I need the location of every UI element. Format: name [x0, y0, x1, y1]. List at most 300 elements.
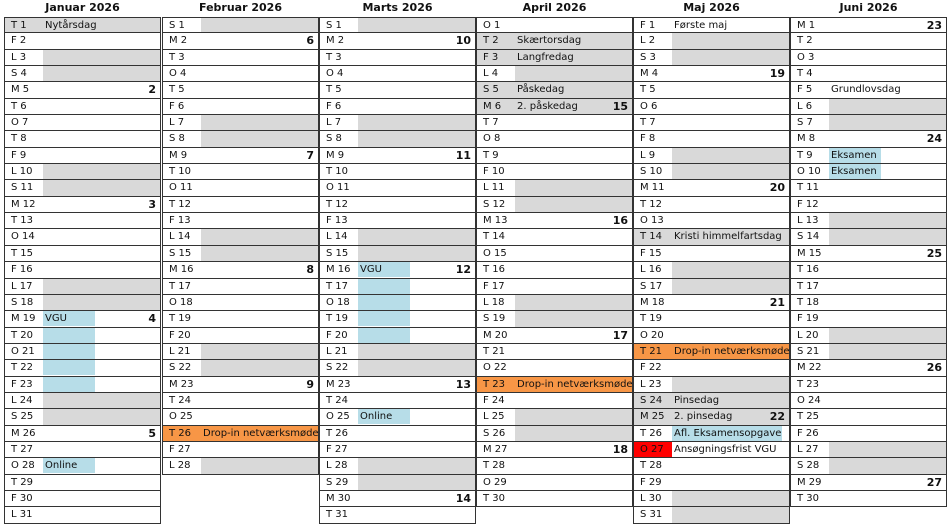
day-row[interactable]: [790, 344, 947, 360]
day-row[interactable]: [633, 82, 790, 98]
day-label: T 12: [640, 198, 663, 210]
day-row[interactable]: [162, 409, 319, 425]
day-row[interactable]: [476, 246, 633, 262]
day-label: T 3: [169, 51, 185, 63]
day-row[interactable]: [476, 17, 633, 33]
day-row[interactable]: [633, 164, 790, 180]
day-label: S 26: [483, 427, 506, 439]
day-label: S 8: [326, 133, 342, 145]
day-row[interactable]: [319, 197, 476, 213]
day-label: M 26: [11, 427, 36, 439]
day-row[interactable]: [4, 491, 161, 507]
day-row[interactable]: [633, 475, 790, 491]
day-row[interactable]: [476, 115, 633, 131]
day-label: M 2: [169, 35, 188, 47]
day-label: O 4: [169, 68, 187, 80]
day-row[interactable]: [4, 311, 161, 327]
day-row[interactable]: [633, 344, 790, 360]
day-label: O 11: [169, 182, 193, 194]
day-row[interactable]: [319, 82, 476, 98]
day-label: F 19: [797, 313, 819, 325]
day-row[interactable]: [476, 213, 633, 229]
day-row[interactable]: [790, 164, 947, 180]
day-row[interactable]: [790, 17, 947, 33]
day-row[interactable]: [633, 360, 790, 376]
day-row[interactable]: [162, 180, 319, 196]
weekend-shade: [43, 279, 160, 294]
day-row[interactable]: [633, 328, 790, 344]
day-label: T 19: [169, 313, 192, 325]
day-row[interactable]: [4, 360, 161, 376]
day-label: F 6: [326, 100, 342, 112]
day-row[interactable]: [790, 50, 947, 66]
day-row[interactable]: [162, 33, 319, 49]
day-row[interactable]: [162, 458, 319, 474]
day-row[interactable]: [633, 50, 790, 66]
day-row[interactable]: [790, 328, 947, 344]
day-row[interactable]: [790, 180, 947, 196]
day-label: F 24: [483, 394, 505, 406]
day-row[interactable]: [319, 180, 476, 196]
weekend-shade: [515, 180, 632, 195]
day-row[interactable]: [162, 229, 319, 245]
day-row[interactable]: [633, 507, 790, 523]
day-row[interactable]: [319, 246, 476, 262]
day-row[interactable]: [476, 66, 633, 82]
day-row[interactable]: [162, 82, 319, 98]
day-row[interactable]: [476, 311, 633, 327]
day-label: L 24: [11, 394, 33, 406]
day-row[interactable]: [319, 360, 476, 376]
day-row[interactable]: [633, 262, 790, 278]
day-row[interactable]: [476, 164, 633, 180]
day-label: S 10: [640, 166, 663, 178]
day-row[interactable]: [4, 507, 161, 523]
day-label: F 27: [169, 443, 191, 455]
day-row[interactable]: [4, 148, 161, 164]
day-row[interactable]: [319, 33, 476, 49]
day-label: L 28: [169, 460, 191, 472]
day-row[interactable]: [633, 197, 790, 213]
day-row[interactable]: [790, 279, 947, 295]
event-label: Afl. Eksamensopgave: [674, 427, 782, 439]
day-row[interactable]: [790, 377, 947, 393]
day-row[interactable]: [4, 377, 161, 393]
day-row[interactable]: [633, 295, 790, 311]
day-row[interactable]: [162, 393, 319, 409]
week-number: 8: [306, 263, 314, 277]
day-row[interactable]: [790, 491, 947, 507]
day-row[interactable]: [4, 344, 161, 360]
day-row[interactable]: [633, 458, 790, 474]
day-label: M 1: [797, 20, 816, 31]
day-row[interactable]: [790, 66, 947, 82]
day-label: M 12: [11, 198, 36, 210]
day-row[interactable]: [476, 197, 633, 213]
day-row[interactable]: [319, 442, 476, 458]
day-row[interactable]: [162, 164, 319, 180]
day-row[interactable]: [162, 50, 319, 66]
weekend-shade: [829, 458, 946, 473]
day-label: L 2: [640, 35, 656, 47]
day-row[interactable]: [319, 458, 476, 474]
day-row[interactable]: [319, 148, 476, 164]
week-number: 9: [306, 377, 314, 391]
day-row[interactable]: [790, 148, 947, 164]
day-row[interactable]: [162, 246, 319, 262]
day-label: S 28: [797, 460, 820, 472]
day-row[interactable]: [319, 262, 476, 278]
day-row[interactable]: [633, 213, 790, 229]
day-row[interactable]: [4, 246, 161, 262]
month-title: Maj 2026: [683, 1, 740, 14]
day-label: M 2: [326, 35, 345, 47]
event-label: Grundlovsdag: [831, 84, 901, 96]
day-row[interactable]: [319, 491, 476, 507]
day-row[interactable]: [162, 115, 319, 131]
day-row[interactable]: [4, 164, 161, 180]
day-row[interactable]: [162, 197, 319, 213]
week-number: 7: [306, 148, 314, 162]
weekend-shade: [672, 164, 789, 179]
week-number: 26: [926, 361, 942, 375]
day-label: M 25: [640, 411, 665, 423]
day-label: L 21: [326, 345, 348, 357]
day-row[interactable]: [633, 17, 790, 33]
day-row[interactable]: [790, 246, 947, 262]
day-row[interactable]: [790, 442, 947, 458]
day-row[interactable]: [633, 33, 790, 49]
day-label: T 5: [169, 84, 185, 96]
day-label: O 6: [640, 100, 658, 112]
day-row[interactable]: [319, 328, 476, 344]
weekend-shade: [358, 344, 475, 359]
weekend-shade: [515, 409, 632, 424]
day-row[interactable]: [790, 426, 947, 442]
day-row[interactable]: [790, 409, 947, 425]
day-row[interactable]: [4, 131, 161, 147]
day-row[interactable]: [162, 213, 319, 229]
day-row[interactable]: [790, 262, 947, 278]
day-row[interactable]: [633, 131, 790, 147]
day-label: F 20: [326, 329, 348, 341]
day-label: T 1: [11, 20, 27, 31]
day-row[interactable]: [319, 507, 476, 523]
day-row[interactable]: [4, 295, 161, 311]
day-row[interactable]: [4, 262, 161, 278]
day-row[interactable]: [162, 442, 319, 458]
day-row[interactable]: [319, 426, 476, 442]
day-label: T 12: [326, 198, 349, 210]
day-row[interactable]: [319, 164, 476, 180]
day-row[interactable]: [4, 229, 161, 245]
day-row[interactable]: [4, 66, 161, 82]
day-row[interactable]: [633, 180, 790, 196]
day-row[interactable]: [319, 344, 476, 360]
day-label: F 30: [11, 492, 33, 504]
day-row[interactable]: [319, 213, 476, 229]
day-label: T 30: [797, 492, 820, 504]
day-row[interactable]: [633, 377, 790, 393]
day-row[interactable]: [4, 50, 161, 66]
day-label: T 11: [797, 182, 820, 194]
day-label: T 16: [483, 264, 506, 276]
day-row[interactable]: [633, 148, 790, 164]
day-row[interactable]: [790, 458, 947, 474]
day-row[interactable]: [633, 393, 790, 409]
day-row[interactable]: [790, 82, 947, 98]
day-row[interactable]: [4, 213, 161, 229]
day-label: L 3: [11, 51, 27, 63]
day-label: T 29: [11, 476, 34, 488]
day-row[interactable]: [476, 33, 633, 49]
day-label: F 12: [797, 198, 819, 210]
day-row[interactable]: [162, 148, 319, 164]
day-row[interactable]: [162, 311, 319, 327]
day-label: T 2: [483, 35, 499, 47]
day-row[interactable]: [162, 377, 319, 393]
day-label: F 15: [640, 247, 662, 259]
day-row[interactable]: [4, 426, 161, 442]
day-row[interactable]: [319, 279, 476, 295]
day-label: L 7: [169, 117, 185, 129]
day-row[interactable]: [4, 115, 161, 131]
day-row[interactable]: [162, 295, 319, 311]
event-label: Langfredag: [517, 51, 574, 63]
day-label: T 18: [797, 296, 820, 308]
day-row[interactable]: [162, 360, 319, 376]
day-label: T 27: [11, 443, 34, 455]
day-row[interactable]: [319, 229, 476, 245]
day-row[interactable]: [476, 229, 633, 245]
event-label: Eksamen: [831, 166, 877, 178]
day-label: O 25: [326, 411, 350, 423]
day-row[interactable]: [476, 131, 633, 147]
day-label: T 19: [640, 313, 663, 325]
day-row[interactable]: [4, 99, 161, 115]
weekend-shade: [201, 131, 318, 146]
weekend-shade: [201, 344, 318, 359]
weekend-shade: [358, 360, 475, 375]
day-row[interactable]: [633, 409, 790, 425]
day-row[interactable]: [790, 131, 947, 147]
day-row[interactable]: [633, 311, 790, 327]
day-row[interactable]: [4, 328, 161, 344]
day-row[interactable]: [162, 131, 319, 147]
day-row[interactable]: [633, 66, 790, 82]
day-row[interactable]: [476, 148, 633, 164]
day-row[interactable]: [476, 295, 633, 311]
week-number: 11: [455, 148, 471, 162]
day-row[interactable]: [4, 458, 161, 474]
week-number: 15: [612, 99, 628, 113]
day-row[interactable]: [162, 328, 319, 344]
day-row[interactable]: [790, 213, 947, 229]
day-row[interactable]: [319, 409, 476, 425]
day-row[interactable]: [476, 458, 633, 474]
day-row[interactable]: [476, 180, 633, 196]
day-row[interactable]: [4, 180, 161, 196]
day-label: L 18: [483, 296, 505, 308]
week-number: 24: [926, 132, 942, 146]
month-column: [790, 0, 947, 507]
day-label: L 10: [11, 166, 33, 178]
day-label: T 23: [797, 378, 820, 390]
month-column: [319, 0, 476, 524]
day-row[interactable]: [476, 344, 633, 360]
day-row[interactable]: [4, 393, 161, 409]
day-label: F 26: [797, 427, 819, 439]
day-row[interactable]: [476, 426, 633, 442]
day-label: L 14: [326, 231, 348, 243]
day-row[interactable]: [633, 442, 790, 458]
day-row[interactable]: [4, 279, 161, 295]
day-row[interactable]: [162, 279, 319, 295]
day-row[interactable]: [476, 475, 633, 491]
day-row[interactable]: [476, 82, 633, 98]
weekend-shade: [201, 115, 318, 130]
day-row[interactable]: [162, 17, 319, 33]
day-label: S 3: [640, 51, 656, 63]
day-row[interactable]: [790, 115, 947, 131]
day-row[interactable]: [633, 99, 790, 115]
day-label: T 22: [11, 362, 34, 374]
day-row[interactable]: [476, 393, 633, 409]
day-label: S 15: [169, 247, 192, 259]
day-row[interactable]: [4, 475, 161, 491]
day-label: F 13: [169, 215, 191, 227]
month-title: Juni 2026: [839, 1, 898, 14]
weekend-shade: [358, 475, 475, 490]
day-label: M 20: [483, 329, 508, 341]
week-number: 6: [306, 34, 314, 48]
day-row[interactable]: [633, 246, 790, 262]
day-row[interactable]: [319, 393, 476, 409]
day-row[interactable]: [790, 33, 947, 49]
day-label: F 6: [169, 100, 185, 112]
day-row[interactable]: [319, 311, 476, 327]
day-label: O 21: [11, 345, 35, 357]
day-label: M 18: [640, 296, 665, 308]
day-label: S 14: [797, 231, 820, 243]
event-box: [43, 360, 95, 375]
day-label: T 26: [640, 427, 663, 439]
event-label: Kristi himmelfartsdag: [674, 231, 782, 243]
day-label: L 16: [640, 264, 662, 276]
day-label: O 8: [483, 133, 501, 145]
day-row[interactable]: [476, 491, 633, 507]
day-row[interactable]: [319, 99, 476, 115]
day-label: T 17: [797, 280, 820, 292]
weekend-shade: [672, 377, 789, 392]
day-row[interactable]: [633, 115, 790, 131]
day-label: T 7: [640, 117, 656, 129]
weekend-shade: [201, 458, 318, 473]
day-row[interactable]: [476, 262, 633, 278]
day-label: T 20: [11, 329, 34, 341]
day-row[interactable]: [319, 115, 476, 131]
day-row[interactable]: [4, 409, 161, 425]
day-label: T 10: [326, 166, 349, 178]
day-row[interactable]: [476, 279, 633, 295]
day-row[interactable]: [790, 360, 947, 376]
day-row[interactable]: [790, 197, 947, 213]
day-row[interactable]: [319, 131, 476, 147]
day-row[interactable]: [633, 426, 790, 442]
day-row[interactable]: [790, 393, 947, 409]
day-label: M 8: [797, 133, 816, 145]
day-label: T 4: [797, 68, 813, 80]
day-label: T 6: [11, 100, 27, 112]
day-label: O 4: [326, 68, 344, 80]
day-row[interactable]: [162, 99, 319, 115]
weekend-shade: [829, 229, 946, 244]
event-box: [43, 328, 95, 343]
day-row[interactable]: [633, 279, 790, 295]
day-row[interactable]: [4, 442, 161, 458]
day-row[interactable]: [162, 262, 319, 278]
day-label: F 17: [483, 280, 505, 292]
day-label: O 18: [326, 296, 350, 308]
day-row[interactable]: [476, 442, 633, 458]
day-row[interactable]: [790, 311, 947, 327]
day-row[interactable]: [476, 50, 633, 66]
day-label: O 15: [483, 247, 507, 259]
day-row[interactable]: [319, 295, 476, 311]
day-row[interactable]: [476, 377, 633, 393]
day-row[interactable]: [476, 328, 633, 344]
day-row[interactable]: [319, 377, 476, 393]
day-row[interactable]: [476, 360, 633, 376]
event-box: [358, 328, 410, 343]
weekend-shade: [43, 180, 160, 195]
day-row[interactable]: [319, 50, 476, 66]
day-label: T 25: [797, 411, 820, 423]
day-row[interactable]: [319, 17, 476, 33]
day-row[interactable]: [476, 409, 633, 425]
weekend-shade: [515, 66, 632, 81]
event-box: [358, 295, 410, 310]
day-label: F 22: [640, 362, 662, 374]
day-row[interactable]: [4, 17, 161, 33]
day-row[interactable]: [790, 99, 947, 115]
weekend-shade: [672, 262, 789, 277]
day-label: F 8: [640, 133, 656, 145]
day-row[interactable]: [162, 344, 319, 360]
day-row[interactable]: [790, 295, 947, 311]
day-label: F 16: [11, 264, 33, 276]
day-label: O 14: [11, 231, 35, 243]
day-row[interactable]: [162, 66, 319, 82]
day-row[interactable]: [319, 475, 476, 491]
day-label: L 23: [640, 378, 662, 390]
week-number: 20: [769, 181, 785, 195]
day-row[interactable]: [4, 197, 161, 213]
day-row[interactable]: [319, 66, 476, 82]
day-row[interactable]: [633, 229, 790, 245]
weekend-shade: [358, 115, 475, 130]
day-row[interactable]: [162, 426, 319, 442]
day-label: M 15: [797, 247, 822, 259]
day-row[interactable]: [633, 491, 790, 507]
day-row[interactable]: [790, 229, 947, 245]
day-row[interactable]: [4, 33, 161, 49]
day-row[interactable]: [790, 475, 947, 491]
day-row[interactable]: [476, 99, 633, 115]
day-row[interactable]: [4, 82, 161, 98]
day-label: T 17: [169, 280, 192, 292]
weekend-shade: [829, 213, 946, 228]
